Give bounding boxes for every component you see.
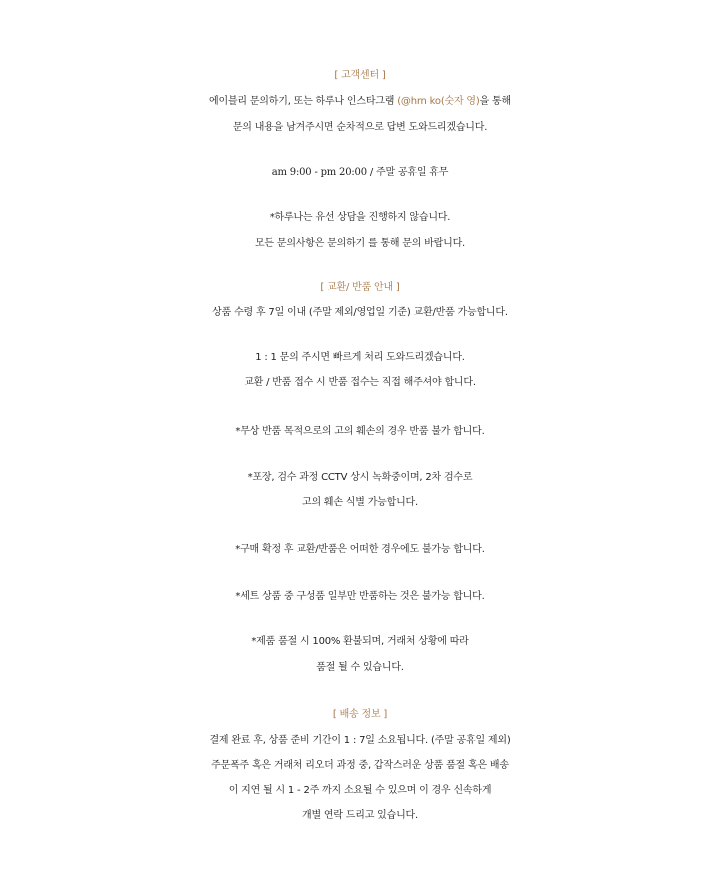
exchange-return-line-9: *제품 품절 시 100% 환불되며, 거래처 상황에 따라 [251,636,469,647]
business-hours-time: am 9:00 - pm 20:00 [271,167,367,178]
shipping-line-2: 주문폭주 혹은 거래처 리오더 과정 중, 갑작스러운 상품 품절 혹은 배송 [211,760,509,771]
exchange-return-line-5: *포장, 검수 과정 CCTV 상시 녹화중이며, 2차 검수로 [247,472,473,483]
shipping-line-1: 결제 완료 후, 상품 준비 기간이 1 : 7일 소요됩니다. (주말 공휴일 제외) [209,735,511,746]
exchange-return-line-3: 교환 / 반품 접수 시 반품 접수는 직접 해주셔야 합니다. [244,377,476,388]
exchange-return-line-1: 상품 수령 후 7일 이내 (주말 제외/영업일 기준) 교환/반품 가능합니다. [212,307,508,318]
customer-center-heading: [ 고객센터 ] [334,70,386,81]
contact-suffix-text: 을 통해 [479,96,511,107]
instagram-handle: (@hrn ko(숫자 영) [397,96,480,107]
exchange-return-line-8: *세트 상품 중 구성품 일부만 반품하는 것은 불가능 합니다. [235,591,485,602]
business-hours [0,161,720,185]
exchange-return-line-4: *무상 반품 목적으로의 고의 훼손의 경우 반품 불가 합니다. [235,426,485,437]
business-hours-note: / 주말 공휴일 휴무 [366,167,449,178]
inquiry-guidance: 모든 문의사항은 문의하기 를 통해 문의 바랍니다. [254,238,466,249]
shipping-heading: [ 배송 정보 ] [332,709,388,720]
shipping-line-4: 개별 연락 드리고 있습니다. [302,810,418,821]
no-phone-notice: *하루나는 유선 상담을 진행하지 않습니다. [269,212,451,223]
exchange-return-line-10: 품절 될 수 있습니다. [316,662,404,673]
exchange-return-heading: [ 교환/ 반품 안내 ] [320,282,400,293]
shipping-line-3: 이 지연 될 시 1 - 2주 까지 소요될 수 있으며 이 경우 신속하게 [228,785,492,796]
exchange-return-line-6: 고의 훼손 식별 가능합니다. [302,497,418,508]
exchange-return-line-2: 1 : 1 문의 주시면 빠르게 처리 도와드리겠습니다. [255,352,465,363]
contact-channels-text: 에이블리 문의하기, 또는 하루나 인스타그램 [209,96,398,107]
customer-center-line-2: 문의 내용을 남겨주시면 순차적으로 답변 도와드리겠습니다. [232,122,488,133]
customer-center-line-1 [0,90,720,114]
exchange-return-line-7: *구매 확정 후 교환/반품은 어떠한 경우에도 불가능 합니다. [235,544,485,555]
